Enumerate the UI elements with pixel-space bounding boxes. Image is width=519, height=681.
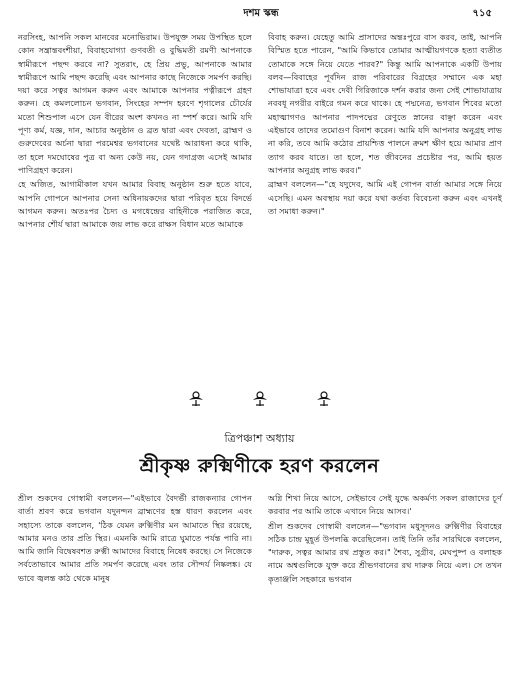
- page-number: ৭১৫: [472, 8, 492, 19]
- floral-ornament-icon: [250, 388, 270, 408]
- section-divider: [0, 385, 519, 411]
- paragraph: নরসিংহ, আপনি সকল মানবের মনোভিরাম। উপযুক্ত সময় উপস্থিত হলে কোন সন্ত্রান্তবংশীয়া, বিবাহযোগ্যা গুণবতী ও বুদ্ধিমতী রমণী আপনাকে স্বামীরূপে পছন্দ করবে না? সুতরাং, হে প্রিয় প্রভু, আপনাকে আমার স্বামীরূপে আমি পছন্দ করেছি এবং আপনার কাছে নিজেকে সমর্পণ করছি। দয়া করে সত্বর আগমন করুন এবং আমাকে আপনার পত্নীরূপে গ্রহণ করুন। হে কমললোচন ভগবান, সিংহের সম্পদ হরণে শৃগালের চৌর্যের মতো শিশুপাল এসে যেন বীরের অংশ কখনও না স্পর্শ করে। আমি যদি পূণ্য কর্ম, যজ্ঞ, দান, আচার অনুষ্ঠান ও ব্রত দ্বারা এবং দেবতা, ব্রাহ্মণ ও গুরুদেবের অর্চনা দ্বারা পরমেশ্বর ভগবানের যথেষ্ট আরাধনা করে থাকি, তা হলে দমঘোষের পুত্র বা অন্য কেউ নয়, যেন গদাগ্রজ এসেই আমার পাণিগ্রহণ করেন।: [18, 32, 252, 175]
- page-header: [30, 6, 492, 24]
- bottom-columns: [18, 492, 502, 674]
- top-columns: [18, 31, 502, 376]
- running-head: দশম স্কন্ধ: [243, 8, 279, 19]
- paragraph: হে অজিত, আগামীকাল যখন আমার বিবাহ অনুষ্ঠান শুরু হতে যাবে, আপনি গোপনে আপনার সেনা অধিনায়কদের দ্বারা পরিবৃত হয়ে বিদর্ভে আগমন করুন। অতঃপর চৈদ্য ও মগধেন্দ্রের বাহিনীকে পরাজিত করে, আপনার শৌর্য দ্বারা আমাকে জয় লাভ করে রাক্ষস বিধান মতে আমাকে: [18, 179, 252, 230]
- paragraph: বিবাহ করুন। যেহেতু আমি প্রাসাদের অন্তঃপুরে বাস করব, তাই, আপনি বিস্মিত হতে পারেন, "আমি কিভাবে তোমার আত্মীয়গণকে হত্যা ব্যতীত তোমাকে সঙ্গে নিয়ে যেতে পারব?" কিন্তু আমি আপনাকে একটি উপায় বলব—বিবাহের পূর্বদিন রাজ পরিবারের বিগ্রহের সম্মানে এক মহা শোভাযাত্রা হবে এবং দেবী গিরিজাকে দর্শন করার জন্য সেই শোভাযাত্রায় নববধূ নগরীর বাইরে গমন করে থাকে। হে পদ্মনেত্র, ভগবান শিবের মতো মহাত্মাগণও আপনার পাদপদ্মের রেণুতে স্নানের বাঞ্ছা করেন এবং এইভাবে তাদের তমোগুণ বিনাশ করেন। আমি যদি আপনার অনুগ্রহ লাভ না করি, তবে আমি কঠোর প্রায়শ্চিত্ত পালনে ক্রমশ ক্ষীণ হয়ে আমার প্রাণ ত্যাগ করব যাতে। তা হলে, শত জীবনের প্রচেষ্টার পর, আমি হয়ত আপনার অনুগ্রহ লাভ করব।": [268, 32, 502, 175]
- bottom-right-column: [268, 492, 502, 674]
- paragraph: অগ্নি শিখা নিয়ে আসে, সেইভাবে সেই যুদ্ধে অকর্মণ্য সকল রাজাদের চূর্ণ করবার পর আমি তাকে এখানে নিয়ে আসব।': [268, 493, 502, 517]
- top-right-column: [268, 31, 502, 376]
- paragraph: শ্রীল শুকদেব গোস্বামী বললেন—"এইভাবে বৈদর্ভী রাজকন্যার গোপন বার্তা শ্রবণ করে ভগবান যদুনন্দন ব্রাহ্মণের হস্ত ধারণ করলেন এবং সহাস্যে তাকে বললেন, 'ঠিক যেমন রুক্মিণীর মন আমাতে স্থির রয়েছে, আমার মনও তার প্রতি স্থির। এমনকি আমি রাত্রে ঘুমাতে পর্যন্ত পারি না। আমি জানি বিদ্বেষবশত রুক্মী আমাদের বিবাহে নিষেধ করছে। সে নিজেকে সর্বতোভাবে আমার প্রতি সমর্পণ করেছে এবং তার সৌন্দর্য নিষ্কলঙ্ক। যে ভাবে জ্বলন্ত কাঠ থেকে মানুষ: [18, 493, 252, 583]
- floral-ornament-icon: [186, 388, 206, 408]
- bottom-left-column: [18, 492, 252, 674]
- paragraph: ব্রাহ্মণ বললেন—"হে যদুদেব, আমি এই গোপন বার্তা আমার সঙ্গে নিয়ে এসেছি। এমন অবস্থায় দয়া করে যথা কর্তব্য বিবেচনা করুন এবং এখনই তা সমাধা করুন।": [268, 179, 502, 216]
- chapter-number: ত্রিপঞ্চাশ অধ্যায়: [224, 432, 295, 445]
- chapter-title: শ্রীকৃষ্ণ রুক্মিণীকে হরণ করলেন: [139, 455, 380, 477]
- top-left-column: [18, 31, 252, 376]
- paragraph: শ্রীল শুকদেব গোস্বামী বললেন—"ভগবান মধুসূদনও রুক্মিণীর বিবাহের সঠিক চান্দ্র মুহূর্ত উপলব্ধি করেছিলেন। তাই তিনি তাঁর সারথিকে বললেন, "দারুক, সত্বর আমার রথ প্রস্তুত কর।" শৈব্য, সুগ্রীব, মেঘপুষ্প ও বলাহক নামে অশ্বগুলিকে যুক্ত করে শ্রীভগবানের রথ দারুক নিয়ে এল। সে তখন কৃতাঞ্জলি সহকারে ভগবান: [268, 520, 502, 584]
- floral-ornament-icon: [314, 388, 334, 408]
